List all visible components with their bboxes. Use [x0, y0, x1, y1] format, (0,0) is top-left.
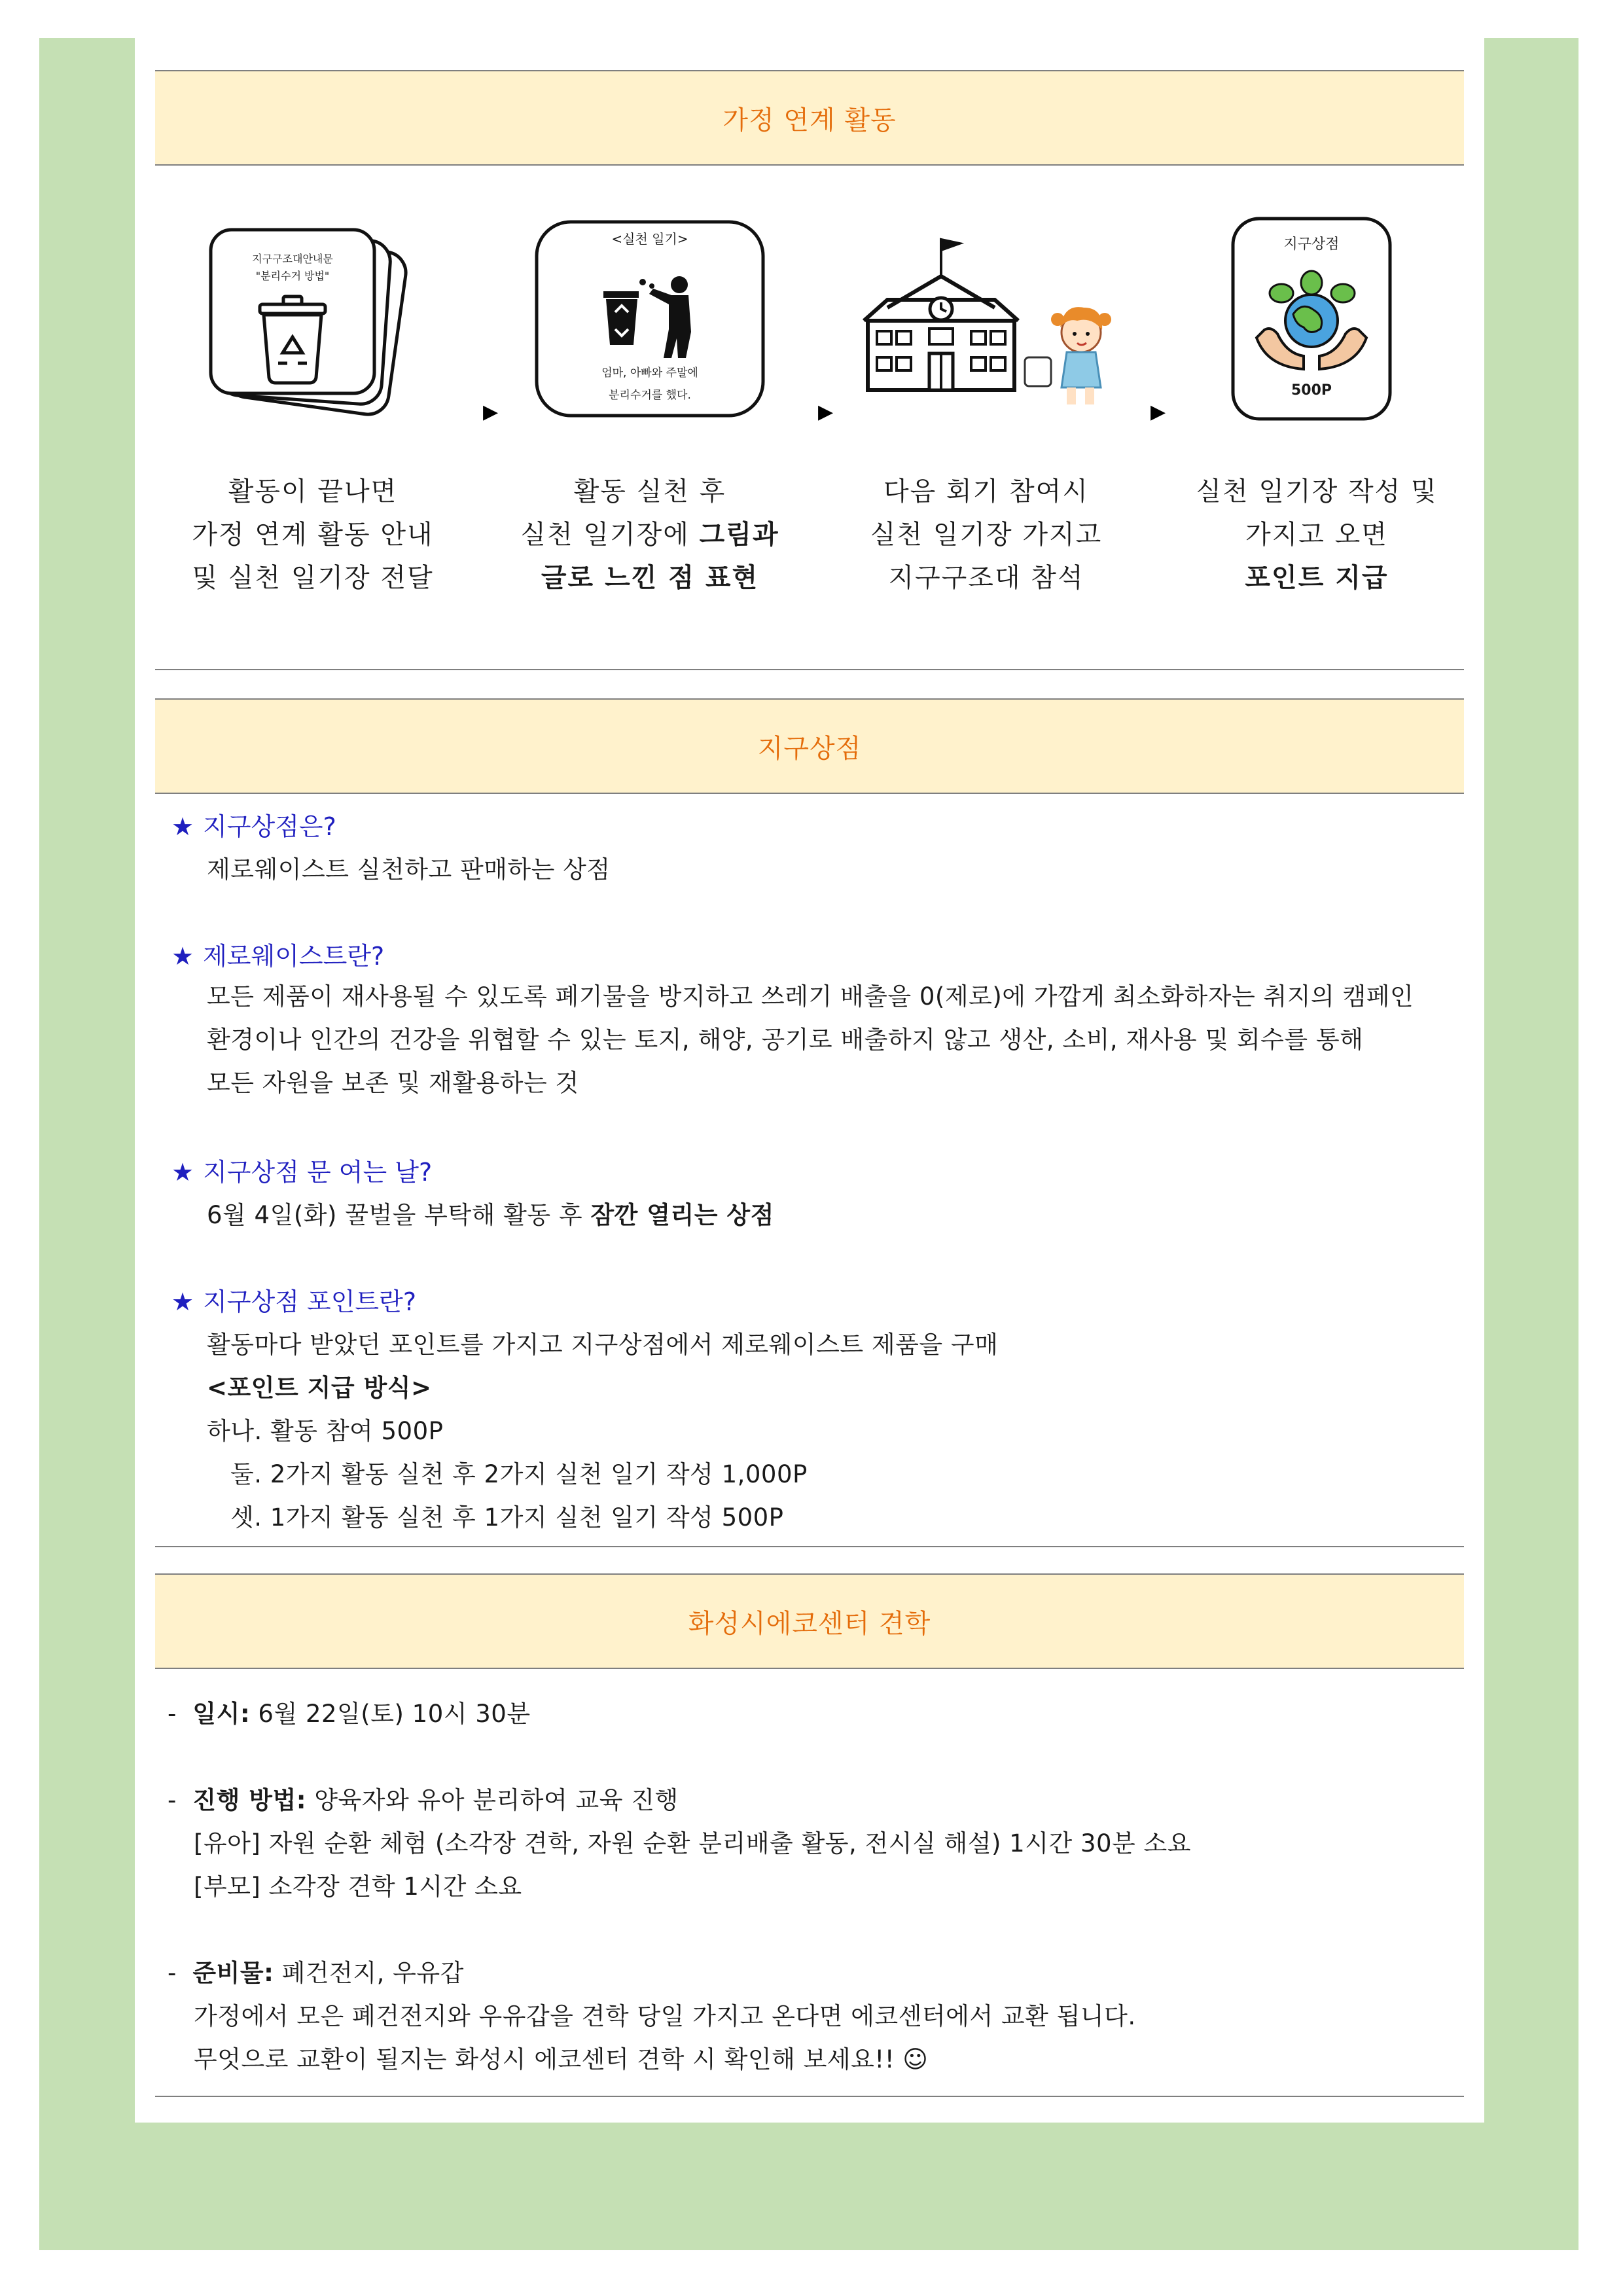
section-header-eco-center	[155, 1573, 1464, 1669]
step-4-line1: 실천 일기장 작성 및	[1196, 476, 1438, 507]
earth-store-icon	[1230, 216, 1394, 423]
step-2-line2a: 실천 일기장에	[520, 520, 700, 550]
store-title: 지구상점	[1283, 236, 1340, 253]
step-arrow-icon: ▶	[1150, 401, 1166, 423]
diary-caption1: 엄마, 아빠와 주말에	[601, 367, 698, 380]
star-icon: ★	[171, 812, 194, 841]
section-header-earth-store	[155, 698, 1464, 794]
visit-supplies: - 준비물: 폐건전지, 우유갑	[168, 1959, 464, 1987]
step-arrow-icon: ▶	[818, 401, 834, 423]
step-3-line1: 다음 회기 참여시	[883, 476, 1089, 507]
answer-text: 6월 4일(화) 꿀벌을 부탁해 활동 후 잠깐 열리는 상점	[207, 1201, 774, 1229]
visit-method-parent: [부모] 소각장 견학 1시간 소요	[194, 1873, 522, 1901]
question-heading: ★ 지구상점 포인트란?	[171, 1287, 416, 1316]
visit-method: - 진행 방법: 양육자와 유아 분리하여 교육 진행	[168, 1786, 679, 1814]
section-header-home-activity	[155, 70, 1464, 166]
guide-card-line2: "분리수거 방법"	[255, 270, 330, 282]
step-2-line2b: 그림과	[699, 520, 779, 550]
star-icon: ★	[171, 942, 194, 971]
step-3-line3: 지구구조대 참석	[888, 563, 1084, 593]
step-arrow-icon: ▶	[483, 401, 499, 423]
points-item: 하나. 활동 참여 500P	[207, 1417, 444, 1445]
question-heading: ★ 지구상점 문 여는 날?	[171, 1158, 433, 1187]
step-2-text	[486, 470, 813, 600]
section-divider	[155, 1546, 1464, 1547]
step-2-line3: 글로 느낀 점 표현	[541, 563, 759, 593]
visit-method-child: [유아] 자원 순환 체험 (소각장 견학, 자원 순환 분리배출 활동, 전시실 해설) 1시간 30분 소요	[194, 1829, 1192, 1857]
guide-card-icon	[196, 219, 432, 429]
step-1-line2: 가정 연계 활동 안내	[192, 520, 434, 550]
points-item: 둘. 2가지 활동 실천 후 2가지 실천 일기 작성 1,000P	[230, 1460, 808, 1488]
diary-title: <실천 일기>	[611, 231, 688, 247]
section-divider	[155, 2096, 1464, 2097]
answer-text: 제로웨이스트 실천하고 판매하는 상점	[207, 855, 611, 884]
question-heading: ★ 제로웨이스트란?	[171, 942, 385, 971]
visit-date: - 일시: 6월 22일(토) 10시 30분	[168, 1700, 531, 1728]
section-title: 지구상점	[757, 733, 862, 764]
answer-text: 활동마다 받았던 포인트를 가지고 지구상점에서 제로웨이스트 제품을 구매	[207, 1331, 999, 1359]
step-4-line2: 가지고 오면	[1245, 520, 1388, 550]
diary-caption2: 분리수거를 했다.	[609, 389, 691, 402]
store-points: 500P	[1291, 382, 1332, 399]
question-heading: ★ 지구상점은?	[171, 812, 336, 841]
visit-supplies-note: 가정에서 모은 폐건전지와 우유갑을 견학 당일 가지고 온다면 에코센터에서 교환 됩니다.	[194, 2002, 1136, 2030]
step-2-line1: 활동 실천 후	[573, 476, 726, 507]
visit-supplies-note: 무엇으로 교환이 될지는 화성시 에코센터 견학 시 확인해 보세요!! ☺	[194, 2045, 929, 2073]
section-title: 가정 연계 활동	[722, 105, 897, 135]
step-4-text	[1153, 470, 1480, 600]
step-3-line2: 실천 일기장 가지고	[870, 520, 1103, 550]
section-title: 화성시에코센터 견학	[688, 1608, 931, 1639]
step-1-line1: 활동이 끝나면	[228, 476, 398, 507]
diary-icon	[534, 219, 770, 422]
step-3-text	[823, 470, 1150, 600]
star-icon: ★	[171, 1158, 194, 1187]
points-method-title: <포인트 지급 방식>	[207, 1374, 432, 1402]
step-1-line3: 및 실천 일기장 전달	[192, 563, 434, 593]
section-divider	[155, 669, 1464, 670]
points-item: 셋. 1가지 활동 실천 후 1가지 실천 일기 작성 500P	[230, 1503, 784, 1532]
answer-paragraph: 모든 제품이 재사용될 수 있도록 폐기물을 방지하고 쓰레기 배출을 0(제로)에 가깝게 최소화하자는 취지의 캠페인 환경이나 인간의 건강을 위협할 수 있는 토지, 해양, 공기로 배출하지 않고 생산, 소비, 재사용 및 회수를 통해 모든 자원을 보존 및 재활용하는 것	[207, 982, 1414, 1097]
step-4-line3: 포인트 지급	[1245, 563, 1389, 593]
star-icon: ★	[171, 1287, 194, 1316]
step-1-text	[149, 470, 476, 600]
school-icon	[861, 236, 1116, 412]
guide-card-line1: 지구구조대안내문	[252, 253, 333, 265]
